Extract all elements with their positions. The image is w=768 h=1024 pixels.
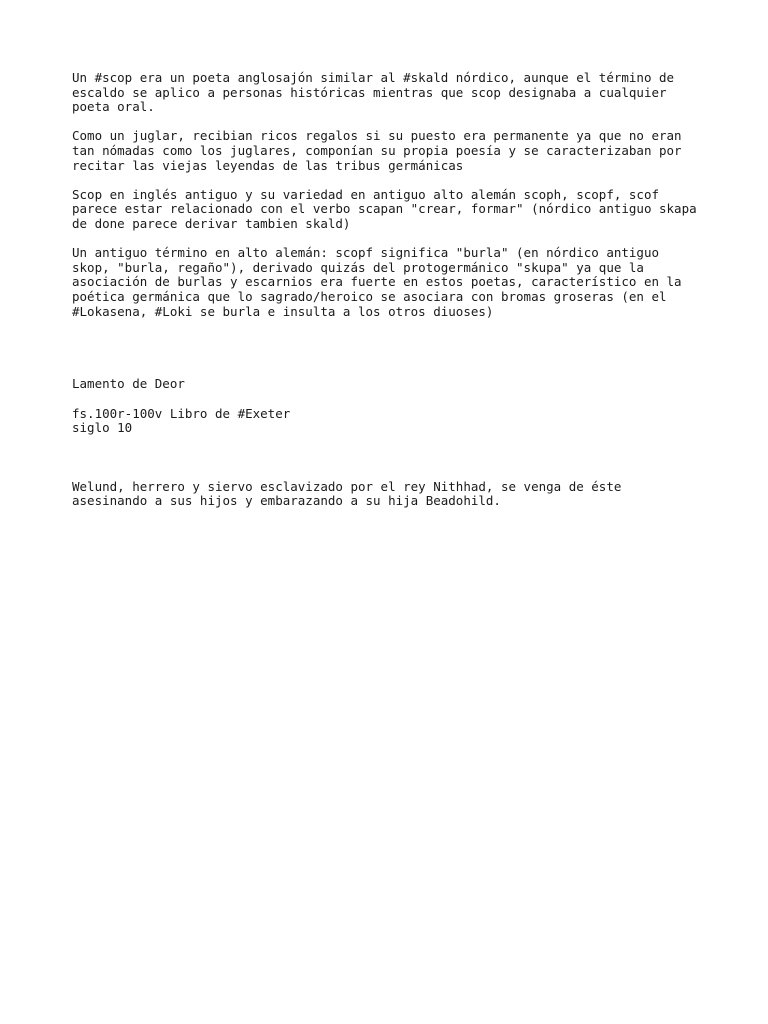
paragraph-juglar: Como un juglar, recibian ricos regalos si su puesto era permanente ya que no eran tan nómadas como los juglares, componían su propia poesía y se caracterizaban por recitar las viejas leyendas de las tribus germánicas [72, 128, 682, 173]
heading-lamento-de-deor: Lamento de Deor [72, 376, 185, 392]
document-page [72, 71, 712, 509]
paragraph-etymology: Scop en inglés antiguo y su variedad en antiguo alto alemán scoph, scopf, scof parece estar relacionado con el verbo scapan "crear, formar" (nórdico antiguo skapa de done parece derivar tambien skald) [72, 186, 697, 231]
source-reference: fs.100r-100v Libro de #Exeter siglo 10 [72, 405, 291, 436]
paragraph-welund: Welund, herrero y siervo esclavizado por el rey Nithhad, se venga de éste asesinando a sus hijos y embarazando a su hija Beadohild. [72, 478, 622, 509]
paragraph-burla: Un antiguo término en alto alemán: scopf significa "burla" (en nórdico antiguo skop, "burla, regaño"), derivado quizás del protogermánico "skupa" ya que la asociación de burlas y escarnios era fuerte en estos poetas, característico en la poética germánica que lo sagrado/heroico se asociara con bromas groseras (en el #Lokasena, #Loki se burla e insulta a los otros diuoses) [72, 245, 682, 319]
paragraph-scop-definition: Un #scop era un poeta anglosajón similar al #skald nórdico, aunque el término de escaldo se aplico a personas históricas mientras que scop designaba a cualquier poeta oral. [72, 70, 675, 115]
